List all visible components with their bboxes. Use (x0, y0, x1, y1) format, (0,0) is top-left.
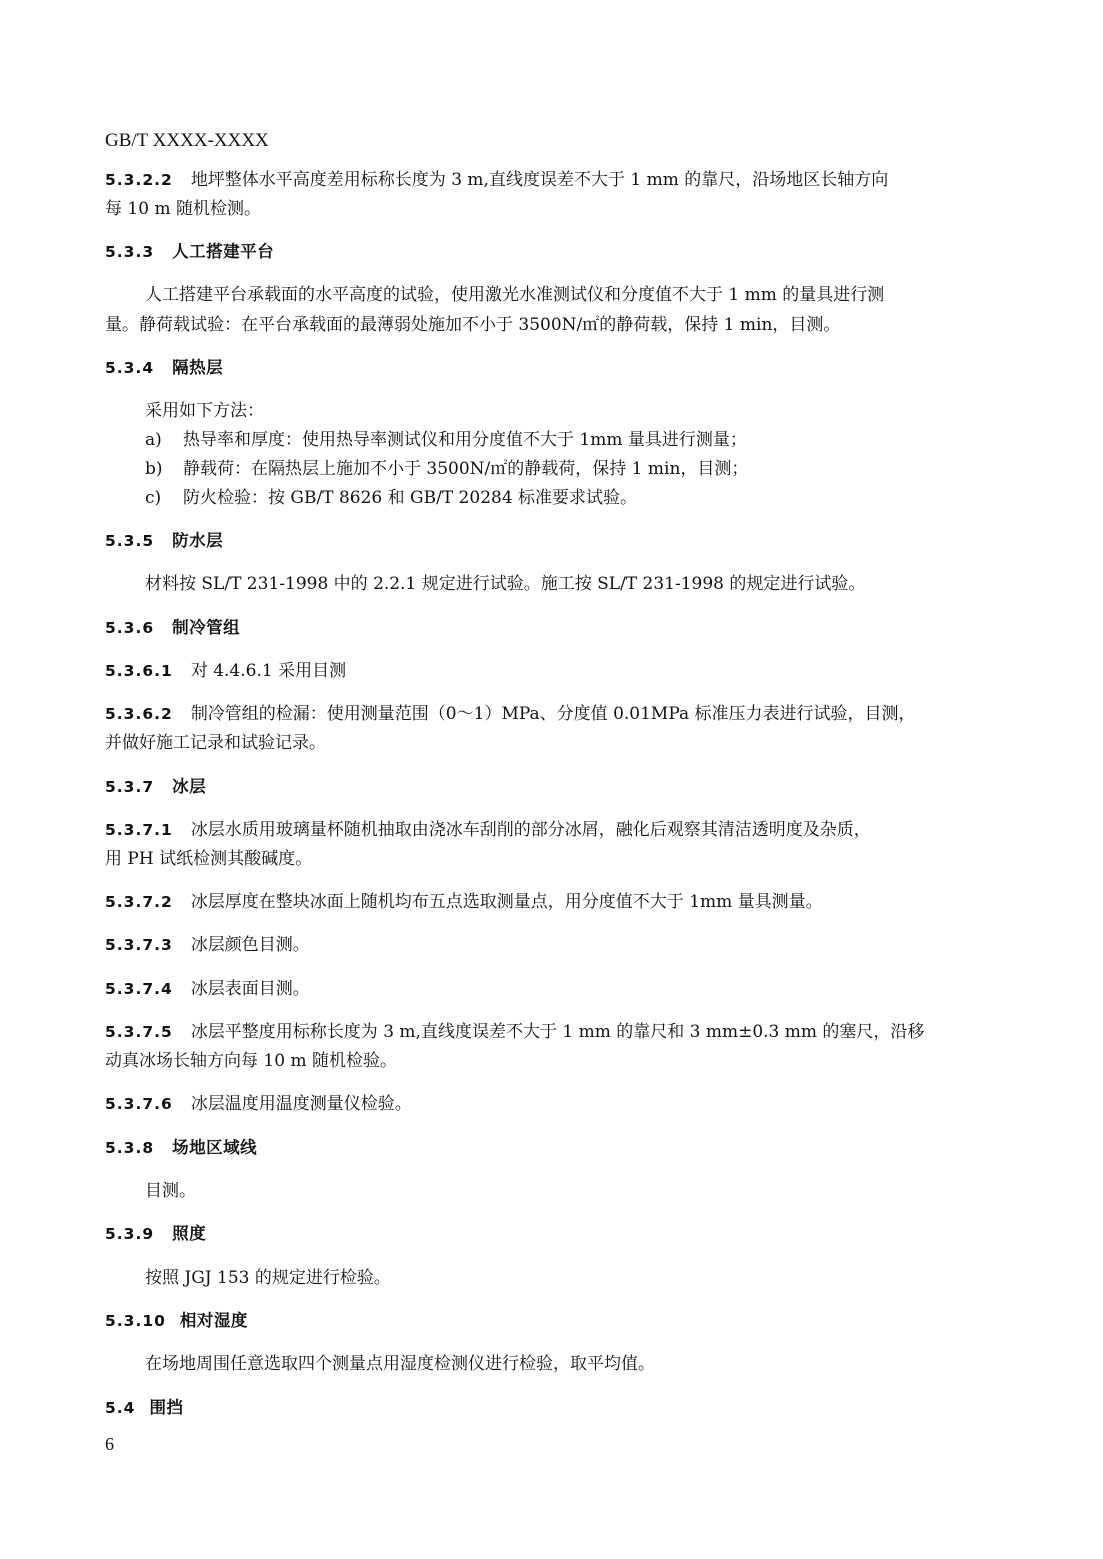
clause-text: 冰层颜色目测。 (190, 935, 310, 955)
clause-number: 5.3.7.2 (105, 893, 173, 911)
clause-text: 对 4.4.6.1 采用目测 (190, 661, 347, 681)
section-title: 制冷管组 (172, 618, 241, 637)
section-number: 5.4 (105, 1399, 136, 1417)
list-item-a (145, 430, 747, 450)
clause-text-continuation: 用 PH 试纸检测其酸碱度。 (105, 849, 313, 869)
section-heading-5-3-9 (105, 1224, 206, 1244)
section-heading-5-3-10 (105, 1311, 248, 1331)
section-title: 照度 (172, 1224, 207, 1243)
document-code-header: GB/T XXXX-XXXX (105, 130, 269, 151)
clause-text-continuation: 动真冰场长轴方向每 10 m 随机检验。 (105, 1051, 397, 1071)
clause-number: 5.3.6.2 (105, 705, 173, 723)
section-title: 隔热层 (172, 358, 224, 377)
section-title: 围挡 (149, 1398, 184, 1417)
section-heading-5-3-8 (105, 1138, 257, 1158)
clause-number: 5.3.6.1 (105, 662, 173, 680)
section-number: 5.3.3 (105, 243, 155, 261)
page-number: 6 (105, 1434, 114, 1454)
section-heading-5-4 (105, 1398, 183, 1418)
clause-5-3-6-1 (105, 661, 346, 681)
clause-text-continuation: 并做好施工记录和试验记录。 (105, 733, 326, 753)
section-title: 场地区域线 (172, 1138, 258, 1157)
clause-text: 冰层水质用玻璃量杯随机抽取由浇冰车刮削的部分冰屑，融化后观察其清洁透明度及杂质， (190, 820, 871, 840)
clause-text: 冰层平整度用标称长度为 3 m,直线度误差不大于 1 mm 的靠尺和 3 mm±0.3 mm 的塞尺，沿移 (190, 1022, 925, 1042)
clause-number: 5.3.2.2 (105, 171, 173, 189)
paragraph-line: 量。静荷载试验：在平台承载面的最薄弱处施加不小于 3500N/㎡的静荷载，保持 1 min，目测。 (105, 315, 841, 335)
section-heading-5-3-4 (105, 358, 223, 378)
list-item-text: 静载荷：在隔热层上施加不小于 3500N/㎡的静载荷，保持 1 min，目测； (183, 459, 749, 479)
paragraph-line: 采用如下方法： (145, 401, 264, 421)
section-title: 相对湿度 (179, 1311, 248, 1330)
clause-5-3-6-2 (105, 704, 916, 724)
list-item-label: b) (145, 459, 163, 479)
clause-text: 地坪整体水平高度差用标称长度为 3 m,直线度误差不大于 1 mm 的靠尺，沿场地区长轴方向 (190, 170, 889, 190)
section-number: 5.3.7 (105, 778, 155, 796)
section-number: 5.3.6 (105, 619, 155, 637)
list-item-b (145, 459, 748, 479)
section-number: 5.3.10 (105, 1312, 166, 1330)
list-item-label: a) (145, 430, 162, 450)
section-number: 5.3.4 (105, 359, 155, 377)
clause-5-3-2-2 (105, 170, 888, 190)
clause-text-continuation: 每 10 m 随机检测。 (105, 199, 261, 219)
list-item-label: c) (145, 488, 162, 508)
clause-number: 5.3.7.6 (105, 1095, 173, 1113)
section-title: 防水层 (172, 531, 224, 550)
section-heading-5-3-5 (105, 531, 223, 551)
clause-number: 5.3.7.3 (105, 936, 173, 954)
clause-5-3-7-3 (105, 935, 310, 955)
clause-number: 5.3.7.4 (105, 980, 173, 998)
paragraph-line: 目测。 (145, 1181, 196, 1201)
paragraph-line: 材料按 SL/T 231-1998 中的 2.2.1 规定进行试验。施工按 SL/T 231-1998 的规定进行试验。 (145, 574, 866, 594)
clause-text: 冰层厚度在整块冰面上随机均布五点选取测量点，用分度值不大于 1mm 量具测量。 (190, 892, 823, 912)
paragraph-line: 在场地周围任意选取四个测量点用湿度检测仪进行检验，取平均值。 (145, 1354, 655, 1374)
clause-5-3-7-5 (105, 1022, 924, 1042)
clause-number: 5.3.7.5 (105, 1023, 173, 1041)
clause-5-3-7-4 (105, 979, 310, 999)
list-item-c (145, 488, 637, 508)
section-heading-5-3-7 (105, 777, 206, 797)
clause-text: 制冷管组的检漏：使用测量范围（0～1）MPa、分度值 0.01MPa 标准压力表进行试验，目测， (190, 704, 916, 724)
section-number: 5.3.8 (105, 1139, 155, 1157)
paragraph-line: 按照 JGJ 153 的规定进行检验。 (145, 1268, 391, 1288)
clause-5-3-7-1 (105, 820, 871, 840)
list-item-text: 热导率和厚度：使用热导率测试仪和用分度值不大于 1mm 量具进行测量； (183, 430, 747, 450)
clause-5-3-7-6 (105, 1094, 412, 1114)
list-item-text: 防火检验：按 GB/T 8626 和 GB/T 20284 标准要求试验。 (183, 488, 638, 508)
section-title: 人工搭建平台 (172, 242, 275, 261)
paragraph-line: 人工搭建平台承载面的水平高度的试验，使用激光水准测试仪和分度值不大于 1 mm 的量具进行测 (145, 285, 885, 305)
clause-text: 冰层表面目测。 (190, 979, 310, 999)
clause-5-3-7-2 (105, 892, 823, 912)
clause-number: 5.3.7.1 (105, 821, 173, 839)
section-title: 冰层 (172, 777, 207, 796)
section-heading-5-3-3 (105, 242, 274, 262)
section-heading-5-3-6 (105, 618, 240, 638)
clause-text: 冰层温度用温度测量仪检验。 (190, 1094, 412, 1114)
section-number: 5.3.5 (105, 532, 155, 550)
section-number: 5.3.9 (105, 1225, 155, 1243)
